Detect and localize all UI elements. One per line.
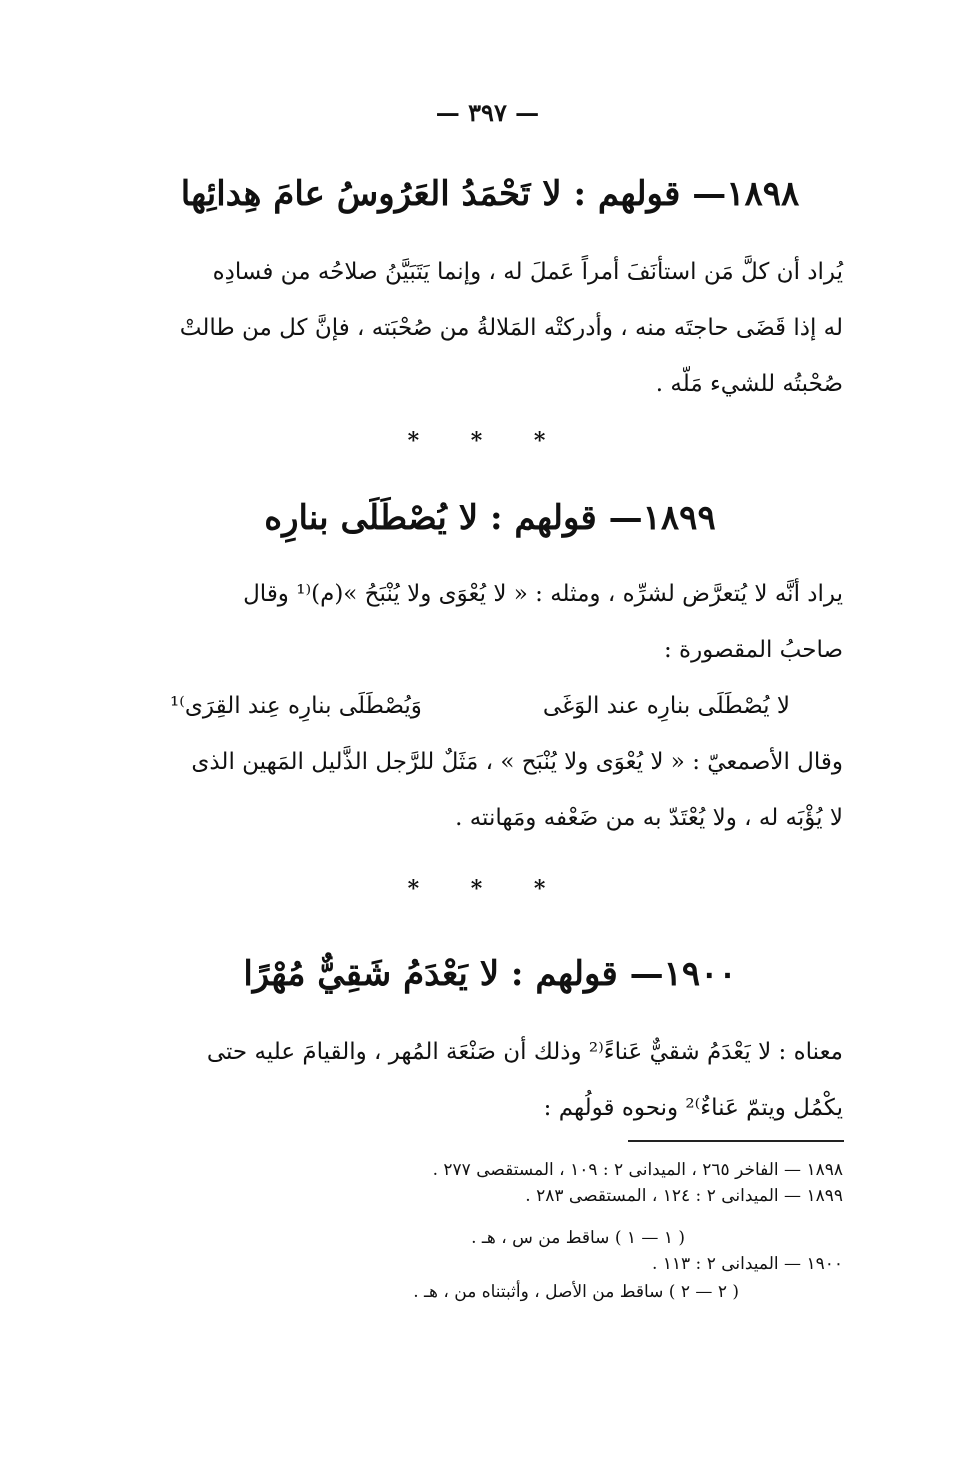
entry-heading-1899: ١٨٩٩— قولهم : لا يُصْطَلَى بنارِه bbox=[264, 498, 716, 538]
footnote-note-2: ( ٢ — ٢ ) ساقط من الأصل ، وأثبتناه من ، هـ . bbox=[413, 1282, 739, 1302]
footnote-1899: ١٨٩٩ — الميدانى ٢ : ١٢٤ ، المستقصى ٢٨٣ . bbox=[525, 1186, 843, 1206]
paragraph-line: صاحبُ المقصورة : bbox=[663, 637, 843, 663]
entry-heading-1900: ١٩٠٠— قولهم : لا يَعْدَمُ شَقِيٌّ مُهْرًا bbox=[243, 954, 737, 994]
paragraph-line: وقال الأصمعيّ : « لا يُعْوَى ولا يُنْبَح » ، مَثَلٌ للرَّجل الذَّليل المَهين الذى bbox=[191, 749, 843, 775]
paragraph-line: له إذا قَضَى حاجتَه منه ، وأدركتْه المَلالةُ من صُحْبَته ، فإنَّ كل من طالتْ bbox=[179, 315, 843, 341]
page-number: — ٣٩٧ — bbox=[435, 98, 540, 127]
paragraph-line: لا يُؤْبَه له ، ولا يُعْتَدّ به من ضَعْفه ومَهانته . bbox=[455, 805, 843, 831]
paragraph-line: يراد أنَّه لا يُتعرَّض لشرِّه ، ومثله : « لا يُعْوَى ولا يُنْبَحُ »(م)⁽¹ وقال bbox=[243, 581, 843, 607]
paragraph-line: معناه : لا يَعْدَمُ شقيٌّ عَناءً⁽² وذلك أن صَنْعَة المُهر ، والقيامَ عليه حتى bbox=[206, 1039, 843, 1065]
entry-paragraph-1900 bbox=[163, 1024, 843, 1136]
paragraph-line: يكْمُل ويتمّ عَناءٌ⁾² ونحوه قولُهم : bbox=[543, 1095, 843, 1121]
paragraph-line: صُحْبتُه للشيء مَلّه . bbox=[655, 371, 843, 397]
entry-paragraph-1899 bbox=[163, 566, 843, 678]
verse-left-hemistich: وَيُصْطَلَى بنارِه عِند القِرَى⁾¹ bbox=[170, 693, 422, 719]
entry-heading-1898: ١٨٩٨— قولهم : لا تَحْمَدُ العَرُوسُ عامَ هِدائِها bbox=[180, 174, 800, 214]
footnote-1898: ١٨٩٨ — الفاخر ٢٦٥ ، الميدانى ٢ : ١٠٩ ، المستقصى ٢٧٧ . bbox=[432, 1160, 843, 1180]
verse bbox=[170, 686, 790, 726]
footnote-1900: ١٩٠٠ — الميدانى ٢ : ١١٣ . bbox=[651, 1254, 843, 1274]
footnote-note-1: ( ١ — ١ ) ساقط من س ، هـ . bbox=[471, 1228, 685, 1248]
paragraph-line: يُراد أن كلَّ مَن استأنَفَ أمراً عَملَ له ، وإنما يَتَبَيَّنُ صلاحُه من فسادِه bbox=[212, 259, 843, 285]
verse-right-hemistich: لا يُصْطَلَى بنارِه عند الوَغَى bbox=[542, 693, 790, 719]
section-separator: * * * bbox=[407, 428, 568, 454]
footnote-rule bbox=[628, 1140, 844, 1142]
entry-paragraph-1898 bbox=[163, 244, 843, 412]
entry-paragraph-1899-cont bbox=[163, 734, 843, 846]
section-separator: * * * bbox=[407, 876, 568, 902]
